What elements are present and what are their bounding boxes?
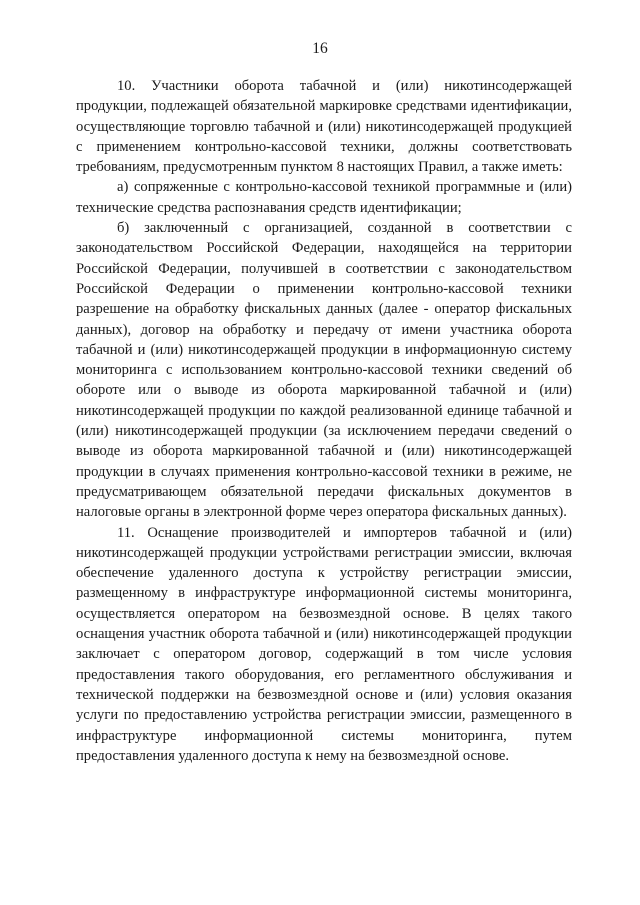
- paragraph-subitem-b: б) заключенный с организацией, созданной в соответствии с законодательством Российской Федерации, находящейся на территории Российской Федерации, получившей в соответствии с законодательством Российской Федерации о применении контрольно-кассовой техники разрешение на обработку фискальных данных (далее - оператор фискальных данных), договор на обработку и передачу от имени участника оборота табачной и (или) никотинсодержащей продукции в информационную систему мониторинга с использованием контрольно-кассовой техники сведений об обороте или о выводе из оборота маркированной табачной и (или) никотинсодержащей продукции по каждой реализованной единице табачной и (или) никотинсодержащей продукции (за исключением передачи сведений о выводе из оборота маркированной табачной и (или) никотинсодержащей продукции в случаях применения контрольно-кассовой техники в режиме, не предусматривающем обязательной передачи фискальных документов в налоговые органы в электронной форме через оператора фискальных данных).: [76, 220, 572, 521]
- paragraph-item-11: 11. Оснащение производителей и импортеров табачной и (или) никотинсодержащей продукции устройствами регистрации эмиссии, включая обеспечение удаленного доступа к устройству регистрации эмиссии, размещенному в инфраструктуре информационной системы мониторинга, осуществляется оператором на безвозмездной основе. В целях такого оснащения участник оборота табачной и (или) никотинсодержащей продукции заключает с оператором договор, содержащий в том числе условия предоставления такого оборудования, его регламентного обслуживания и технической поддержки на безвозмездной основе и (или) условия оказания услуги по предоставлению устройства регистрации эмиссии, размещенного в инфраструктуре информационной системы мониторинга, путем предоставления удаленного доступа к нему на безвозмездной основе.: [76, 524, 572, 764]
- page-number: 16: [312, 40, 328, 57]
- document-body: [76, 76, 572, 766]
- paragraph-item-10: 10. Участники оборота табачной и (или) никотинсодержащей продукции, подлежащей обязательной маркировке средствами идентификации, осуществляющие торговлю табачной и (или) никотинсодержащей продукцией с применением контрольно-кассовой техники, должны соответствовать требованиям, предусмотренным пунктом 8 настоящих Правил, а также иметь:: [76, 78, 572, 176]
- paragraph-subitem-a: а) сопряженные с контрольно-кассовой техникой программные и (или) технические средства распознавания средств идентификации;: [76, 179, 572, 216]
